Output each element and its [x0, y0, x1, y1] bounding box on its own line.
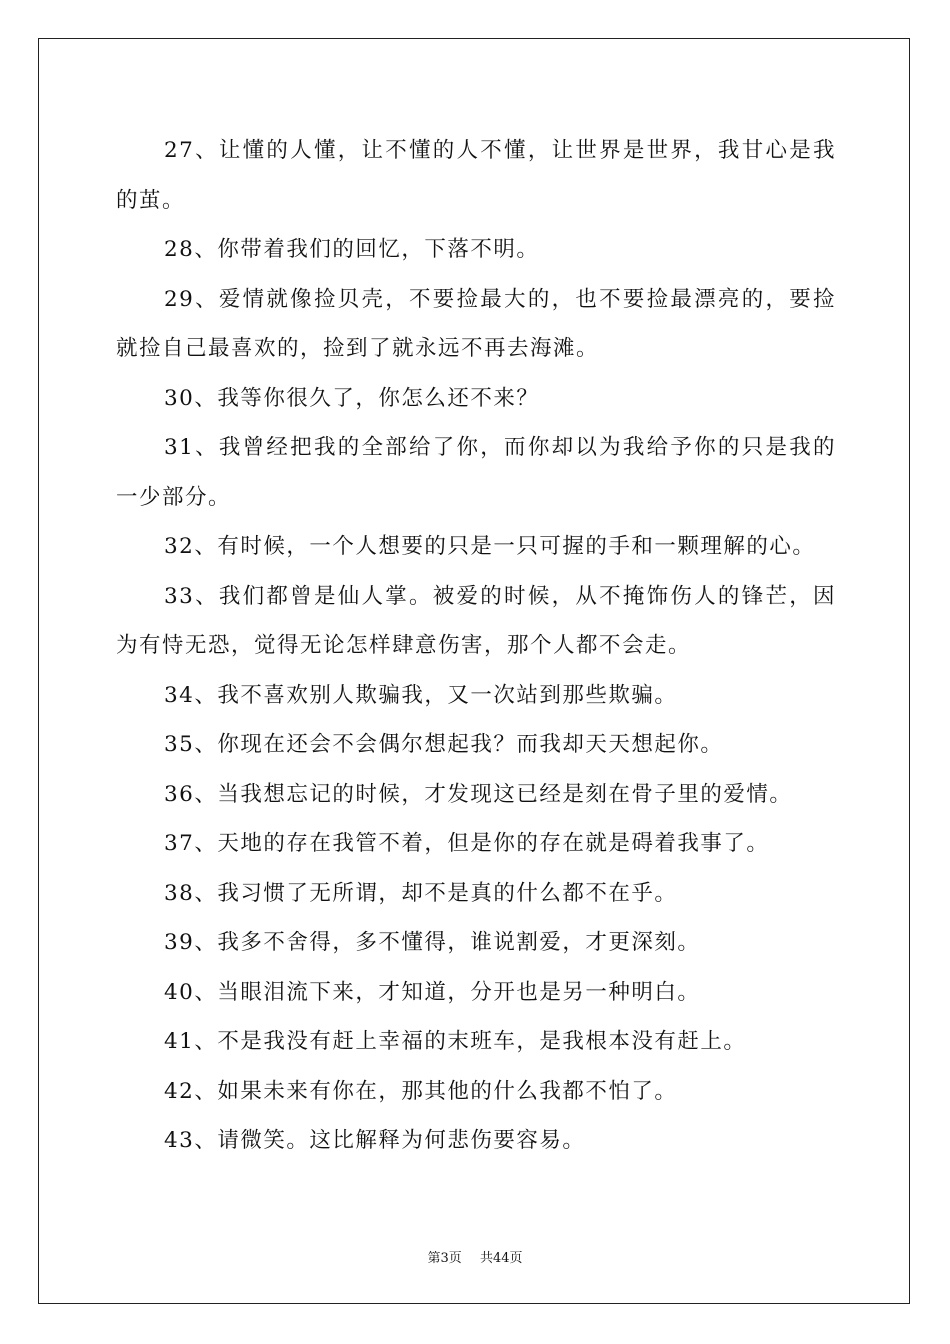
- page-footer: [0, 1247, 950, 1266]
- paragraph-28: 28、你带着我们的回忆，下落不明。: [164, 237, 540, 262]
- document-body: [116, 126, 836, 1166]
- paragraph-40: 40、当眼泪流下来，才知道，分开也是另一种明白。: [164, 979, 701, 1005]
- paragraph-32: 32、有时候，一个人想要的只是一只可握的手和一颗理解的心。: [164, 534, 816, 559]
- paragraph-29: 29、爱情就像捡贝壳，不要捡最大的，也不要捡最漂亮的，要捡就捡自己最喜欢的，捡到了就永远不再去海滩。: [116, 286, 836, 361]
- paragraph-31: 31、我曾经把我的全部给了你，而你却以为我给予你的只是我的一少部分。: [116, 435, 836, 510]
- paragraph-39: 39、我多不舍得，多不懂得，谁说割爱，才更深刻。: [164, 930, 701, 955]
- paragraph-37: 37、天地的存在我管不着，但是你的存在就是碍着我事了。: [164, 831, 770, 856]
- paragraph-27: 27、让懂的人懂，让不懂的人不懂，让世界是世界，我甘心是我的茧。: [116, 138, 836, 213]
- page-number: 第3页: [427, 1251, 462, 1266]
- paragraph-43: 43、请微笑。这比解释为何悲伤要容易。: [164, 1128, 586, 1153]
- paragraph-41: 41、不是我没有赶上幸福的末班车，是我根本没有赶上。: [164, 1029, 747, 1054]
- paragraph-42: 42、如果未来有你在，那其他的什么我都不怕了。: [164, 1078, 678, 1104]
- paragraph-33: 33、我们都曾是仙人掌。被爱的时候，从不掩饰伤人的锋芒，因为有恃无恐，觉得无论怎样肆意伤害，那个人都不会走。: [116, 583, 836, 658]
- paragraph-36: 36、当我想忘记的时候，才发现这已经是刻在骨子里的爱情。: [164, 781, 793, 807]
- paragraph-38: 38、我习惯了无所谓，却不是真的什么都不在乎。: [164, 880, 678, 906]
- paragraph-35: 35、你现在还会不会偶尔想起我？而我却天天想起你。: [164, 732, 724, 757]
- paragraph-30: 30、我等你很久了，你怎么还不来？: [164, 385, 540, 411]
- paragraph-34: 34、我不喜欢别人欺骗我，又一次站到那些欺骗。: [164, 682, 678, 708]
- page-total: 共44页: [479, 1251, 523, 1266]
